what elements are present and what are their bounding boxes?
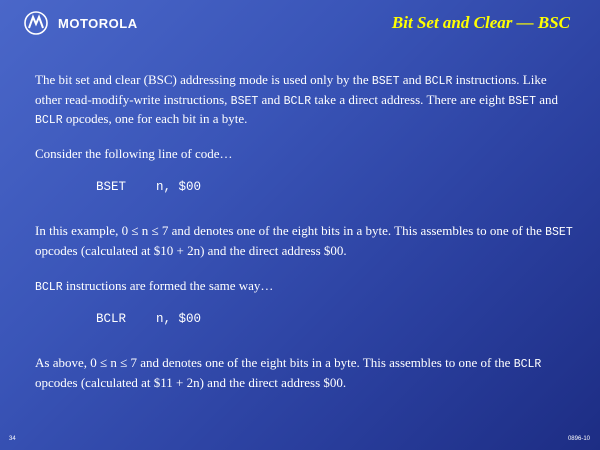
bclr-mnemonic: BCLR xyxy=(35,114,63,127)
bset-mnemonic: BSET xyxy=(508,94,536,108)
text-run: As above, 0 ≤ n ≤ 7 and denotes one of the eight bits in a byte. This assembles to one of the xyxy=(35,355,514,370)
bclr-mnemonic: BCLR xyxy=(35,281,63,294)
page-number: 34 xyxy=(9,436,16,442)
text-run: and xyxy=(258,91,284,107)
text-run: instructions are formed the same way… xyxy=(62,278,274,293)
bset-mnemonic: BSET xyxy=(230,94,259,108)
text-run: The bit set and clear (BSC) addressing mode is used only by the xyxy=(35,72,372,87)
bclr-mnemonic: BCLR xyxy=(513,358,542,371)
text-run: opcodes, one for each bit in a byte. xyxy=(62,111,248,126)
bclr-explanation-paragraph xyxy=(35,354,575,391)
text-run: and xyxy=(399,72,425,87)
bclr-intro-paragraph xyxy=(35,277,575,297)
text-run: opcodes (calculated at $11 + 2n) and the direct address $00. xyxy=(35,374,347,390)
code-line-bset: BSET n, $00 xyxy=(96,180,202,194)
bset-explanation-paragraph xyxy=(35,222,575,259)
slide-title: Bit Set and Clear — BSC xyxy=(391,13,570,32)
text-run: In this example, 0 ≤ n ≤ 7 and denotes one of the eight bits in a byte. This assembles to one of the xyxy=(35,223,546,238)
bclr-mnemonic: BCLR xyxy=(283,94,312,108)
intro-paragraph xyxy=(35,71,575,130)
text-run: and xyxy=(535,91,559,107)
text-run: take a direct address. There are eight xyxy=(311,91,509,107)
document-code: 0896-10 xyxy=(567,436,590,442)
brand-name: MOTOROLA xyxy=(58,15,138,31)
text-run: opcodes (calculated at $10 + 2n) and the direct address $00. xyxy=(35,242,347,258)
bclr-mnemonic: BCLR xyxy=(424,75,453,88)
code-line-bclr: BCLR n, $00 xyxy=(96,312,202,326)
bset-mnemonic: BSET xyxy=(545,226,573,239)
consider-paragraph: Consider the following line of code… xyxy=(35,146,233,161)
text-run: instructions. Like other read-modify-write instructions, xyxy=(35,72,547,107)
bset-mnemonic: BSET xyxy=(371,75,400,88)
motorola-logo xyxy=(24,11,138,35)
motorola-batwing-icon xyxy=(24,11,48,35)
